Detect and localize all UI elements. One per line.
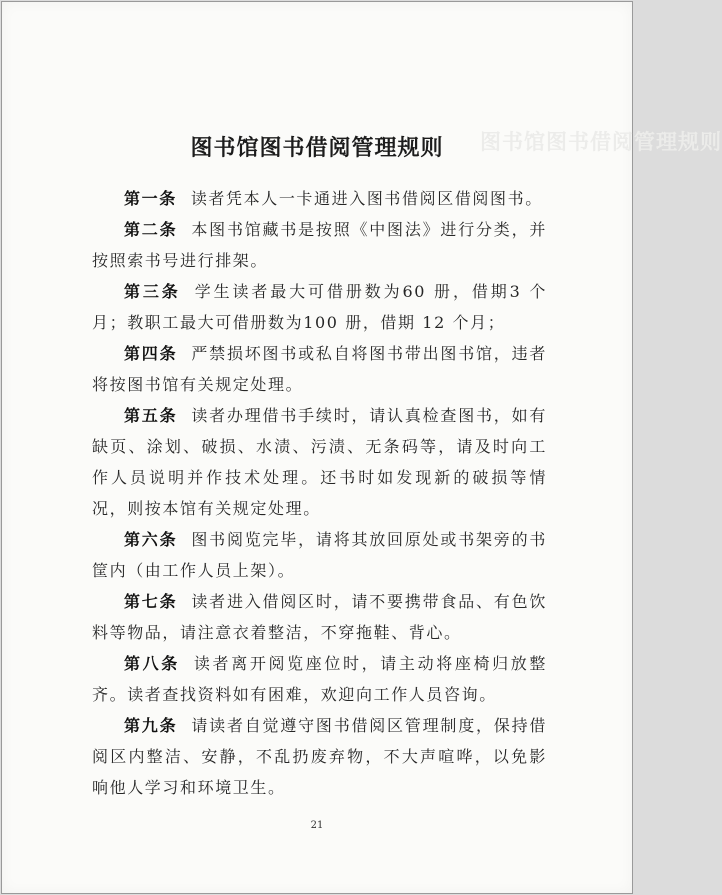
bleed-through-title: 图书馆图书借阅管理规则 bbox=[480, 129, 722, 154]
article-text: 严禁损坏图书或私自将图书带出图书馆，违者将按图书馆有关规定处理。 bbox=[92, 344, 547, 394]
article-number: 第三条 bbox=[124, 282, 181, 301]
article-9 bbox=[92, 710, 547, 803]
article-text: 读者办理借书手续时，请认真检查图书，如有缺页、涂划、破损、水渍、污渍、无条码等，请及时向工作人员说明并作技术处理。还书时如发现新的破损等情况，则按本馆有关规定处理。 bbox=[92, 406, 547, 518]
document-page bbox=[1, 1, 722, 894]
article-text: 本图书馆藏书是按照《中图法》进行分类，并按照索书号进行排架。 bbox=[92, 220, 547, 270]
article-number: 第六条 bbox=[124, 530, 178, 549]
article-1 bbox=[92, 183, 547, 214]
article-text: 读者进入借阅区时，请不要携带食品、有色饮料等物品，请注意衣着整洁，不穿拖鞋、背心。 bbox=[92, 592, 547, 642]
article-number: 第七条 bbox=[124, 592, 178, 611]
article-number: 第四条 bbox=[124, 344, 178, 363]
article-number: 第八条 bbox=[124, 654, 180, 673]
article-7 bbox=[92, 586, 547, 648]
article-text: 读者离开阅览座位时，请主动将座椅归放整齐。读者查找资料如有困难，欢迎向工作人员咨询。 bbox=[92, 654, 547, 704]
page-title: 图书馆图书借阅管理规则 bbox=[190, 135, 444, 161]
page-number: 21 bbox=[310, 820, 324, 831]
article-4 bbox=[92, 338, 547, 400]
article-text: 学生读者最大可借册数为60 册，借期3 个月；教职工最大可借册数为100 册，借期 12 个月； bbox=[92, 282, 547, 332]
article-number: 第九条 bbox=[124, 716, 178, 735]
article-number: 第一条 bbox=[124, 189, 177, 208]
article-text: 请读者自觉遵守图书借阅区管理制度，保持借阅区内整洁、安静，不乱扔废弃物，不大声喧哗，以免影响他人学习和环境卫生。 bbox=[92, 716, 547, 797]
article-6 bbox=[92, 524, 547, 586]
article-8 bbox=[92, 648, 547, 710]
article-text: 读者凭本人一卡通进入图书借阅区借阅图书。 bbox=[190, 189, 543, 208]
article-5 bbox=[92, 400, 547, 524]
article-number: 第五条 bbox=[124, 406, 178, 425]
article-number: 第二条 bbox=[124, 220, 178, 239]
article-2 bbox=[92, 214, 547, 276]
article-3 bbox=[92, 276, 547, 338]
article-text: 图书阅览完毕，请将其放回原处或书架旁的书筐内（由工作人员上架）。 bbox=[92, 530, 547, 580]
article-list bbox=[92, 183, 547, 803]
